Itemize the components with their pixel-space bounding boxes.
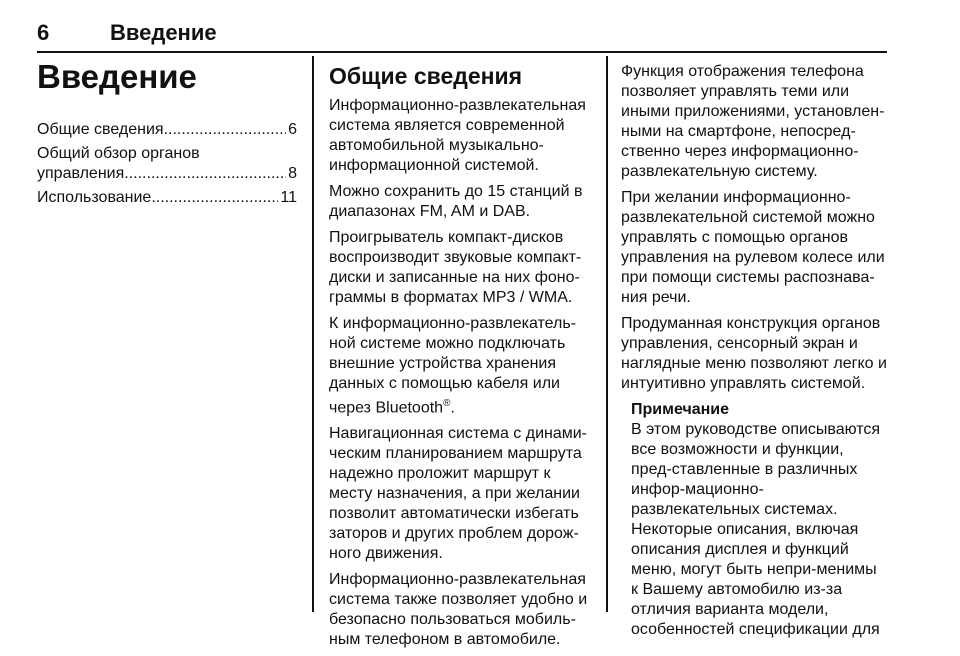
section-title: Общие сведения	[329, 63, 523, 89]
toc-item-page: 11	[280, 189, 297, 206]
column-divider-1	[312, 56, 314, 612]
paragraph: Проигрыватель компакт-дисков воспроизводит звуковые компакт-диски и записанные на них фоно-граммы в форматах MP3 / WMA.	[329, 229, 582, 306]
paragraph: При желании информационно-развлекательной системой можно управлять с помощью органов управления на рулевом колесе или при помощи системы распознава-ния речи.	[621, 189, 885, 306]
toc-item-page: 8	[288, 165, 297, 182]
paragraph: Функция отображения телефона позволяет управлять теми или иными приложениями, установлен-ными на смартфоне, непосред-ственно через информационно-развлекательную систему.	[621, 63, 885, 180]
paragraph-end: .	[450, 399, 455, 417]
column-divider-2	[606, 56, 608, 612]
column-1	[37, 58, 297, 212]
toc-item-general[interactable]	[37, 120, 297, 140]
paragraph: Информационно-развлекательная система является современной автомобильной музыкально-информационной системой.	[329, 97, 586, 174]
paragraph	[329, 314, 591, 418]
toc-item-usage[interactable]	[37, 188, 297, 208]
page-number: 6	[37, 20, 50, 45]
page-header	[37, 14, 887, 50]
toc-item-controls[interactable]	[37, 144, 297, 184]
note-text: В этом руководстве описываются все возможности и функции, пред-ставленные в различных инфор-мационно-развлекательных системах. Некоторые описания, включая описания дисплея и функций меню, могут быть непри-менимы к Вашему автомобилю из-за отличия варианта модели, особенностей спецификации для	[631, 421, 881, 638]
header-rule	[37, 51, 887, 53]
chapter-title: Введение	[37, 58, 197, 95]
paragraph: Навигационная система с динами-ческим планированием маршрута надежно проложит маршрут к месту назначения, а при желании позволит автоматически избегать заторов и других проблем дорож-ного движения.	[329, 425, 587, 563]
toc-item-text: Общие сведения	[37, 121, 164, 138]
toc-item-text: управления	[37, 165, 125, 182]
running-header-title: Введение	[110, 20, 217, 45]
paragraph: Продуманная конструкция органов управления, сенсорный экран и наглядные меню позволяют легко и интуитивно управлять системой.	[621, 315, 887, 392]
column-2	[329, 62, 591, 656]
paragraph: Информационно-развлекательная система также позволяет удобно и безопасно пользоваться мобиль-ным телефоном в автомобиле.	[329, 571, 588, 649]
column-3	[621, 62, 887, 640]
note-box	[621, 400, 887, 640]
paragraph: Можно сохранить до 15 станций в диапазонах FM, AM и DAB.	[329, 183, 583, 220]
registered-mark: ®	[443, 398, 451, 409]
toc-item-text-line1: Общий обзор органов	[37, 145, 200, 162]
table-of-contents	[37, 120, 297, 208]
toc-item-page: 6	[288, 121, 297, 138]
toc-item-text: Использование	[37, 189, 152, 206]
note-title: Примечание	[631, 401, 730, 418]
paragraph-text: К информационно-развлекатель-ной системе можно подключать внешние устройства хранения данных с помощью кабеля или через Bluetooth	[329, 315, 577, 417]
